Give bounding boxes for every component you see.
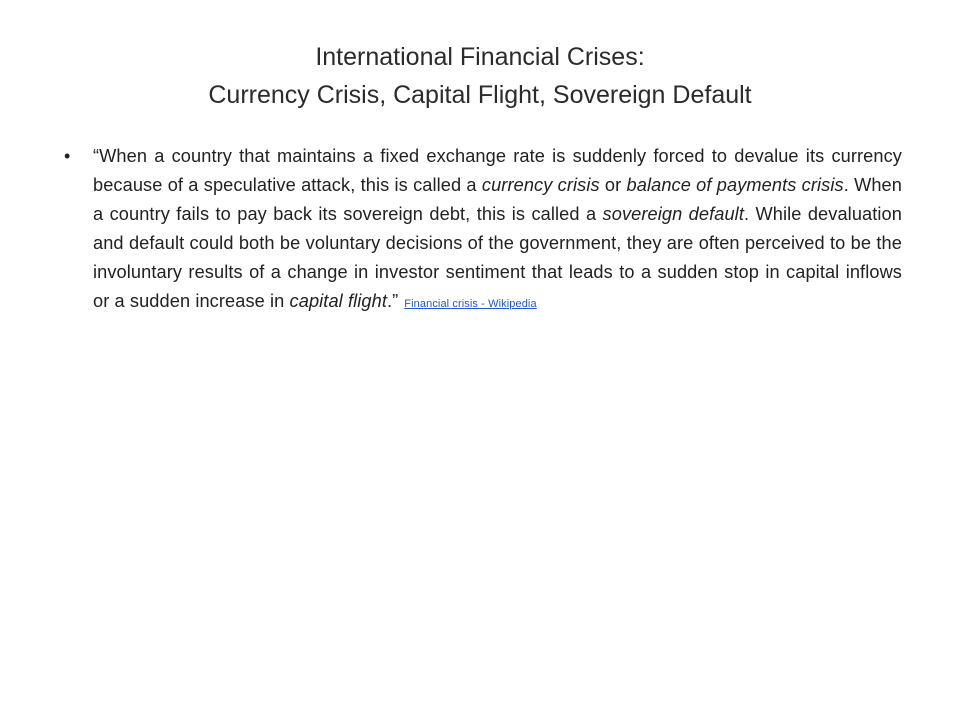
bullet-icon: •	[64, 146, 71, 166]
quote-text-4: . While devaluation and default could both be voluntary decisions of the government, they are often perceived to be the involuntary results of a change in investor sentiment that leads to a sudden stop in capital inflows or a sudden increase in	[93, 204, 902, 311]
bullet-item	[64, 142, 902, 319]
source-link[interactable]: Financial crisis - Wikipedia	[404, 298, 537, 310]
term-currency-crisis: currency crisis	[481, 175, 600, 195]
slide-title	[60, 38, 900, 114]
quote-text-2: or	[599, 175, 627, 195]
slide-body	[64, 142, 902, 319]
title-line-2: Currency Crisis, Capital Flight, Sovereign Default	[208, 81, 752, 109]
quote-text-3: . When a country fails to pay back its sovereign debt, this is called a	[93, 175, 902, 224]
quote-paragraph	[93, 142, 902, 319]
quote-text-1: “When a country that maintains a fixed exchange rate is suddenly forced to devalue its currency because of a speculative attack, this is called a	[93, 146, 902, 195]
term-sovereign-default: sovereign default	[602, 204, 744, 224]
term-balance-of-payments-crisis: balance of payments crisis	[626, 175, 844, 195]
term-capital-flight: capital flight	[289, 291, 387, 311]
quote-text-5: .”	[386, 291, 399, 311]
title-line-1: International Financial Crises:	[315, 43, 645, 71]
